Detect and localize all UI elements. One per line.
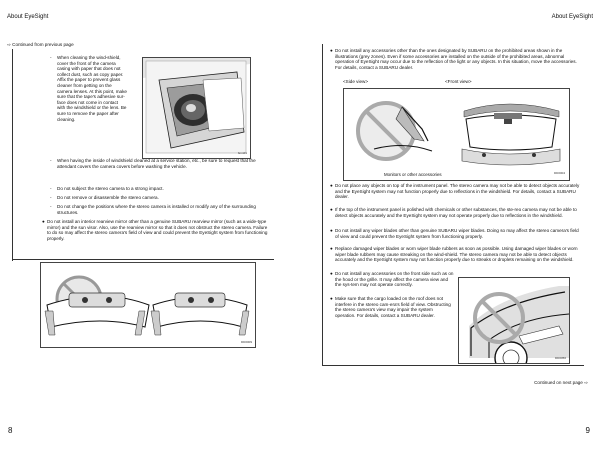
dash-item-2: - Do not remove or disassemble the stereo camera.: [50, 195, 272, 201]
continued-from-label: ⇨ Continued from previous page: [7, 42, 74, 47]
figure-number-4: DD0056: [554, 356, 566, 360]
polished-panel-text: If the top of the instrument panel is polished with chemicals or other substances, the ste-reo camera may not be able to detect objects accurately and the EyeSight system may not operate properly due to reflections in the windshield.: [335, 207, 577, 218]
cleaning-text: When cleaning the wind-shield, cover the front of the camera casing with paper that does not collect dust, such as copy paper. Affix the paper to prevent glass cleaner from getting on the camera lenses. At this point, make sure that the tape's adhesive sur-face does not come in contact with the windshield or the lens. Be sure to remove the paper after cleaning.: [57, 55, 127, 122]
cargo-bullet: ● Make sure that the cargo loaded on the roof does not interfere in the stereo cam-era's field of view. Obstructing the stereo camera's view may impair the system operation. For details, contact a SUBARU dealer.: [330, 296, 454, 318]
dash-item-3-text: Do not change the positions where the stereo camera is installed or modify any of the surrounding structures.: [57, 204, 256, 215]
service-station-text: When having the inside of windshield cleaned at a service station, etc., be sure to request that the attendant covers the camera covers before washing the vehicle.: [57, 158, 256, 169]
service-station-item: - When having the inside of windshield cleaned at a service station, etc., be sure to request that the attendant covers the camera covers before washing the vehicle.: [50, 158, 272, 169]
damaged-wipers-bullet: ● Replace damaged wiper blades or worn wiper blade rubbers as soon as possible. Using damaged wiper blades or worn wiper blade rubbers may cause streaking on the wind-shield. The stereo camera may not be able to detect objects accurately and the EyeSight system may not function properly due to streaks or droplets remaining on the windshield.: [330, 246, 582, 263]
accessory-zones-figure: [343, 88, 570, 181]
damaged-wipers-text: Replace damaged wiper blades or worn wiper blade rubbers as soon as possible. Using damaged wiper blades or worn wiper blade rubbers may cause streaking on the wind-shield. The stereo camera may not be able to detect objects accurately and the EyeSight system may not function properly due to streaks or droplets remaining on the windshield.: [335, 246, 578, 263]
prohibited-zones-illustration: [344, 89, 569, 180]
instrument-panel-text: Do not place any objects on top of the instrument panel. The stereo camera may not be able to detect objects accurately and the EyeSight system may not function properly due to reflections in the windshield. For details, contact a SUBARU dealer.: [335, 183, 580, 200]
left-running-header: About EyeSight: [7, 14, 49, 20]
mirror-text: Do not install an interior rearview mirror other than a genuine SUBARU rearview mirror (such as a wide-type mirror) and the sun visor. Also, use the rearview mirror so that it does not obstruct the stereo camera. Failure to do so may affect the stereo camera's field of view and could prevent the EyeSight system from functioning properly.: [47, 219, 268, 241]
camera-cleaning-figure: [142, 57, 251, 159]
side-view-label: <Side view>: [343, 79, 369, 84]
instrument-panel-bullet: ● Do not place any objects on top of the instrument panel. The stereo camera may not be able to detect objects accurately and the EyeSight system may not function properly due to reflections in the windshield. For details, contact a SUBARU dealer.: [330, 183, 582, 200]
cleaning-item: - When cleaning the wind-shield, cover the front of the camera casing with paper that does not collect dust, such as copy paper. Affix the paper to prevent glass cleaner from getting on the camera lenses. At this point, make sure that the tape's adhesive sur-face does not come in contact with the windshield or the lens. Be sure to remove the paper after cleaning.: [50, 55, 127, 122]
accessories-bullet: ● Do not install any accessories other than the ones designated by SUBARU on the prohibited areas shown in the illustrations (grey zones). Even if some accessories are installed on the outside of the prohibited areas, abnormal operation of EyeSight may occur due to the reflection of the light or any objects. In this situation, move the accessories. For details, contact a SUBARU dealer.: [330, 48, 580, 70]
wiper-blades-text: Do not install any wiper blades other than genuine SUBARU wiper blades. Doing so may affect the stereo camera's field of view and could prevent the EyeSight system from functioning properly.: [335, 228, 579, 239]
mirror-figure: [40, 262, 256, 348]
hood-accessory-figure: [458, 277, 570, 364]
front-view-label: <Front view>: [445, 79, 472, 84]
dash-item-2-text: Do not remove or disassemble the stereo camera.: [57, 195, 159, 200]
dash-item-1-text: Do not subject the stereo camera to a strong impact.: [57, 186, 164, 191]
caution-box-right-bottom-rule: [322, 365, 584, 366]
car-front-illustration: [459, 278, 569, 363]
rearview-mirror-illustration: [41, 263, 255, 347]
monitors-caption: Monitors or other accessories: [384, 172, 442, 177]
hood-bullet: ● Do not install any accessories on the front side such as on the hood or the grille. It may affect the camera view and the sys-tem may not operate correctly.: [330, 271, 454, 288]
camera-casing-illustration: [143, 58, 250, 158]
wiper-blades-bullet: ● Do not install any wiper blades other than genuine SUBARU wiper blades. Doing so may affect the stereo camera's field of view and could prevent the EyeSight system from functioning properly.: [330, 228, 582, 239]
cargo-text: Make sure that the cargo loaded on the roof does not interfere in the stereo cam-era's field of view. Obstructing the stereo camera's view may impair the system operation. For details, contact a SUBARU dealer.: [335, 296, 451, 318]
figure-number-1: bnm01: [237, 151, 247, 155]
mirror-bullet: ● Do not install an interior rearview mirror other than a genuine SUBARU rearview mirror (such as a wide-type mirror) and the sun visor. Also, use the rearview mirror so that it does not obstruct the stereo camera. Failure to do so may affect the stereo camera's field of view and could prevent the EyeSight system from functioning properly.: [42, 219, 272, 241]
accessories-text: Do not install any accessories other than the ones designated by SUBARU on the prohibited areas shown in the illustrations (grey zones). Even if some accessories are installed on the outside of the prohibited areas, abnormal operation of EyeSight may occur due to the reflection of the light or any objects. In this situation, move the accessories. For details, contact a SUBARU dealer.: [335, 48, 577, 70]
right-page-number: 9: [585, 426, 590, 435]
dash-item-1: - Do not subject the stereo camera to a strong impact.: [50, 186, 272, 192]
dash-item-3: - Do not change the positions where the stereo camera is installed or modify any of the surrounding structures.: [50, 204, 272, 215]
figure-number-2: DD0009: [240, 340, 252, 344]
caution-box-bottom-rule: [12, 259, 274, 260]
right-running-header: About EyeSight: [551, 14, 593, 20]
continued-next-label: Continued on next page ⇨: [534, 380, 588, 385]
polished-panel-bullet: ● If the top of the instrument panel is polished with chemicals or other substances, the ste-reo camera may not be able to detect objects accurately and the EyeSight system may not operate properly due to reflections in the windshield.: [330, 207, 582, 218]
left-page-number: 8: [8, 426, 13, 435]
figure-number-3: DD0004: [553, 171, 565, 175]
hood-text: Do not install any accessories on the front side such as on the hood or the grille. It may affect the camera view and the sys-tem may not operate correctly.: [335, 271, 454, 288]
